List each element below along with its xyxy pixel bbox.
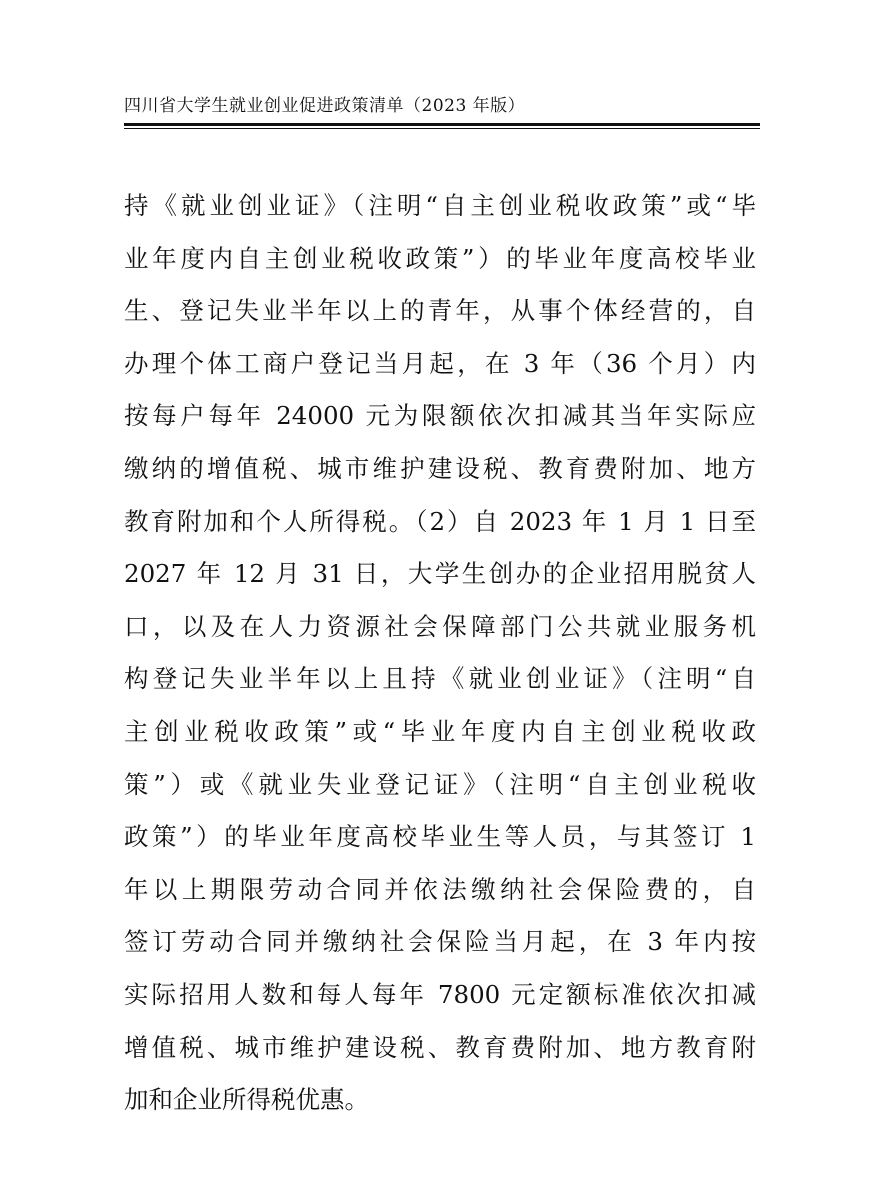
text-line: 增值税、城市维护建设税、教育费附加、地方教育附 <box>124 1032 756 1062</box>
text-line: 按每户每年 24000 元为限额依次扣减其当年实际应 <box>124 401 756 431</box>
body-paragraph <box>124 186 756 1133</box>
header-rule-thick <box>124 123 760 126</box>
text-line: 持《就业创业证》（注明“自主创业税收政策”或“毕 <box>124 191 756 220</box>
text-line: 实际招用人数和每人每年 7800 元定额标准依次扣减 <box>124 979 756 1009</box>
page-header-title: 四川省大学生就业创业促进政策清单（2023 年版） <box>124 96 526 116</box>
text-line: 2027 年 12 月 31 日，大学生创办的企业招用脱贫人 <box>124 559 756 589</box>
header-rule-thin <box>124 128 760 129</box>
text-line: 主创业税收政策”或“毕业年度内自主创业税收政 <box>124 716 756 746</box>
text-line: 构登记失业半年以上且持《就业创业证》（注明“自 <box>124 664 756 694</box>
text-line: 缴纳的增值税、城市维护建设税、教育费附加、地方 <box>124 453 756 483</box>
text-line: 教育附加和个人所得税。（2）自 2023 年 1 月 1 日至 <box>124 506 756 536</box>
text-line: 加和企业所得税优惠。 <box>124 1085 369 1115</box>
text-line: 签订劳动合同并缴纳社会保险当月起，在 3 年内按 <box>124 927 756 957</box>
text-line: 办理个体工商户登记当月起，在 3 年（36 个月）内 <box>124 348 756 378</box>
text-line: 策”）或《就业失业登记证》（注明“自主创业税收 <box>124 769 756 799</box>
text-line: 口，以及在人力资源社会保障部门公共就业服务机 <box>124 611 756 641</box>
text-line: 政策”）的毕业年度高校毕业生等人员，与其签订 1 <box>124 822 756 852</box>
text-line: 生、登记失业半年以上的青年，从事个体经营的，自 <box>124 296 756 326</box>
text-line: 年以上期限劳动合同并依法缴纳社会保险费的，自 <box>124 874 756 904</box>
text-line: 业年度内自主创业税收政策”）的毕业年度高校毕业 <box>124 243 756 273</box>
